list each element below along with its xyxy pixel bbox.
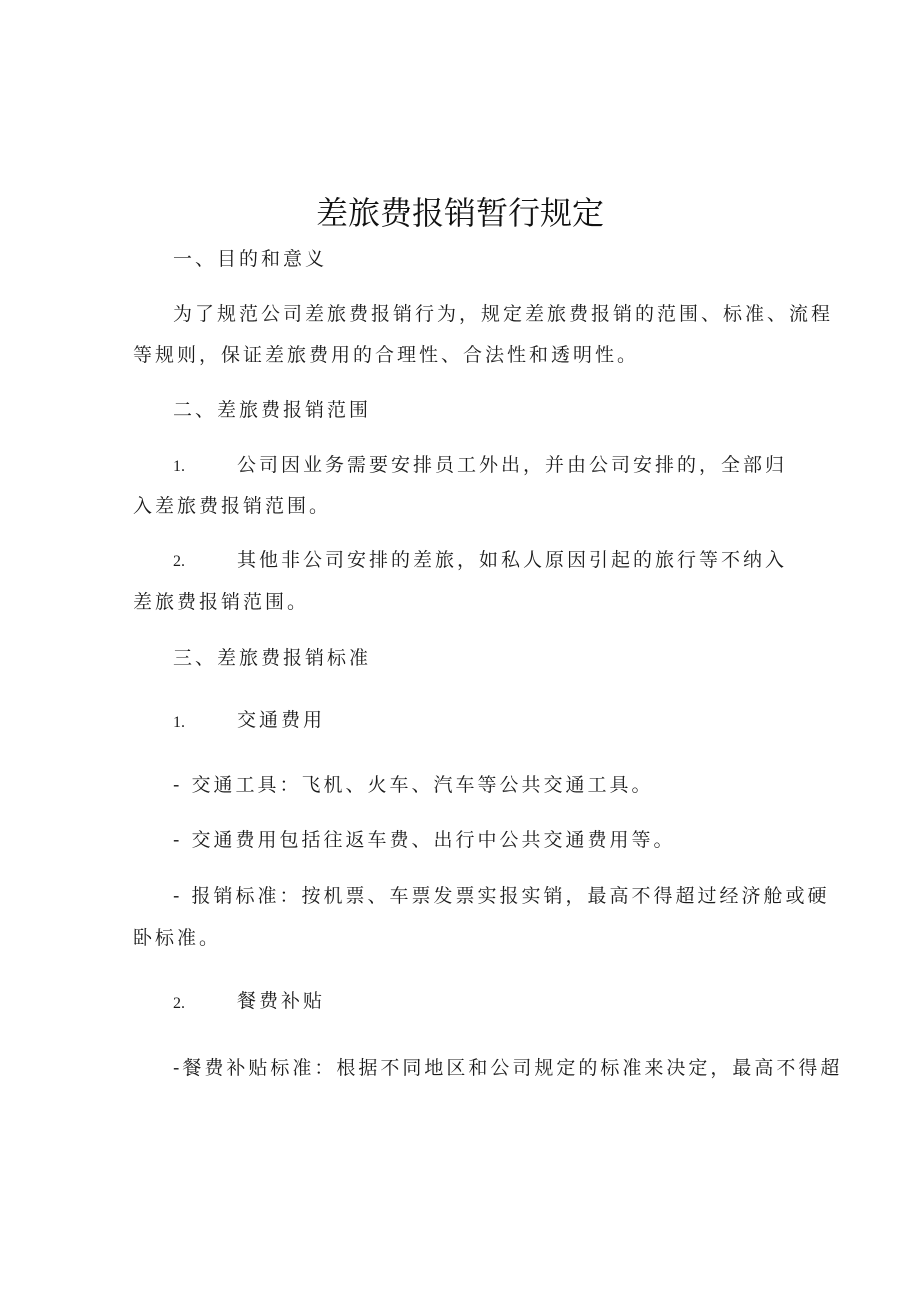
section3-item1-number: 1. (173, 714, 185, 731)
section1-para-line2: 等规则，保证差旅费用的合理性、合法性和透明性。 (133, 344, 640, 366)
section3-item1-bullet1: - 交通工具：飞机、火车、汽车等公共交通工具。 (173, 774, 654, 796)
section2-heading: 二、差旅费报销范围 (173, 399, 372, 421)
section2-item2-number: 2. (173, 553, 185, 570)
section2-item1-line1: 公司因业务需要安排员工外出，并由公司安排的，全部归 (237, 454, 788, 476)
section3-item2-label: 餐费补贴 (237, 990, 326, 1012)
section3-item1-label: 交通费用 (237, 709, 326, 731)
section3-heading: 三、差旅费报销标准 (173, 647, 372, 669)
section3-item1-bullet3-line1: - 报销标准：按机票、车票发票实报实销，最高不得超过经济舱或硬 (173, 885, 830, 907)
section3-item1-bullet2: - 交通费用包括往返车费、出行中公共交通费用等。 (173, 829, 676, 851)
section3-item2-number: 2. (173, 995, 185, 1012)
document-title: 差旅费报销暂行规定 (315, 194, 604, 232)
section2-item1-number: 1. (173, 458, 185, 475)
section1-para-line1: 为了规范公司差旅费报销行为，规定差旅费报销的范围、标准、流程 (173, 303, 834, 325)
section2-item2-line1: 其他非公司安排的差旅，如私人原因引起的旅行等不纳入 (237, 549, 788, 571)
section2-item1-line2: 入差旅费报销范围。 (133, 495, 332, 517)
section3-item1-bullet3-line2: 卧标准。 (133, 927, 222, 949)
section2-item2-line2: 差旅费报销范围。 (133, 591, 310, 613)
section3-item2-bullet1: -餐费补贴标准：根据不同地区和公司规定的标准来决定，最高不得超 (173, 1057, 843, 1079)
section1-heading: 一、目的和意义 (173, 248, 328, 270)
